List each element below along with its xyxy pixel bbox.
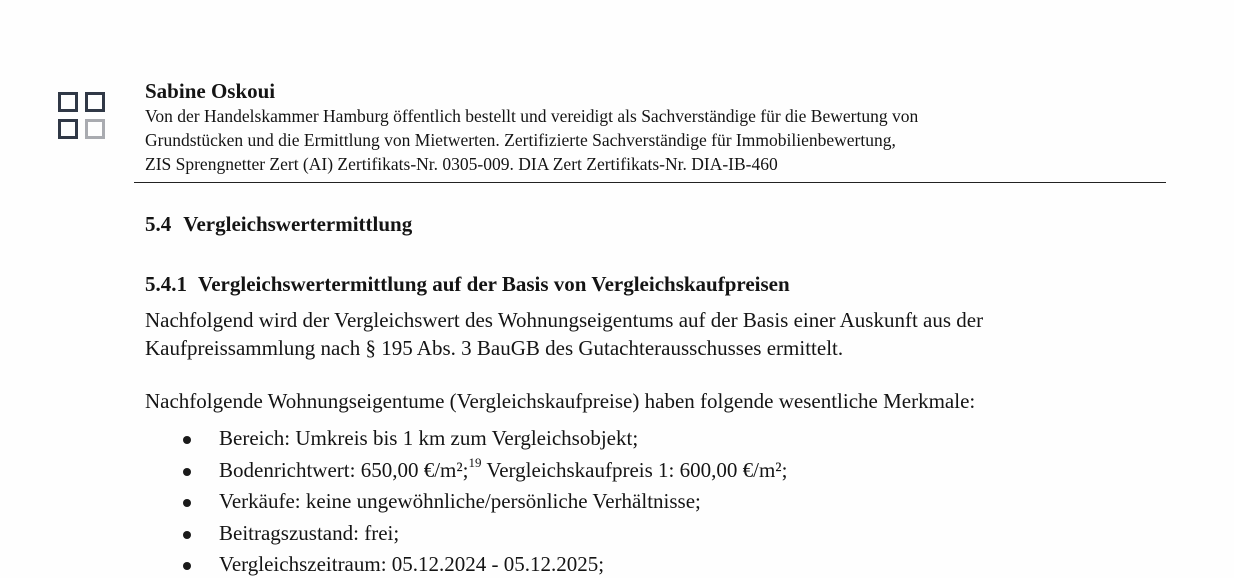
section-number: 5.4 [145,212,172,236]
company-logo [58,92,110,144]
author-description-line: ZIS Sprengnetter Zert (AI) Zertifikats-Nr. 0305-009. DIA Zert Zertifikats-Nr. DIA-IB-460 [145,154,778,174]
bullet-icon [183,562,191,570]
logo-square-top-left [58,92,78,112]
section-heading [145,211,412,237]
list-item [145,549,787,581]
list-item-text: Bereich: Umkreis bis 1 km zum Vergleichsobjekt; [219,426,639,450]
list-item [145,455,787,487]
author-description-line: Grundstücken und die Ermittlung von Mietwerten. Zertifizierte Sachverständige für Immobilienbewertung, [145,130,896,150]
list-item-text: Vergleichszeitraum: 05.12.2024 - 05.12.2025; [219,552,605,576]
features-list [145,423,787,581]
logo-square-bottom-right [85,119,105,139]
author-description-line: Von der Handelskammer Hamburg öffentlich bestellt und vereidigt als Sachverständige für die Bewertung von [145,106,919,126]
paragraph-line: Kaufpreissammlung nach § 195 Abs. 3 BauGB des Gutachterausschusses ermittelt. [145,336,844,360]
logo-square-top-right [85,92,105,112]
footnote-marker[interactable]: 19 [468,454,482,470]
subsection-number: 5.4.1 [145,272,187,296]
bullet-icon [183,531,191,539]
features-intro-paragraph: Nachfolgende Wohnungseigentume (Vergleichskaufpreise) haben folgende wesentliche Merkmale: [145,389,976,413]
paragraph-line: Nachfolgend wird der Vergleichswert des Wohnungseigentums auf der Basis einer Auskunft aus der [145,308,984,332]
bullet-icon [183,468,191,476]
author-name: Sabine Oskoui [145,79,276,103]
logo-square-bottom-left [58,119,78,139]
list-item-text: Vergleichskaufpreis 1: 600,00 €/m²; [481,457,788,482]
intro-paragraph [145,306,983,362]
subsection-title: Vergleichswertermittlung auf der Basis von Vergleichskaufpreisen [198,272,790,296]
bullet-icon [183,499,191,507]
list-item [145,518,787,550]
list-item-text: Beitragszustand: frei; [219,520,400,545]
bullet-icon [183,436,191,444]
author-description [145,104,1145,176]
list-item-text: Bodenrichtwert: 650,00 €/m²; [219,457,469,482]
list-item [145,486,787,518]
letterhead [145,78,1145,176]
list-item [145,423,787,455]
subsection-heading [145,271,790,297]
letterhead-divider [134,182,1166,183]
list-item-text: Verkäufe: keine ungewöhnliche/persönliche Verhältnisse; [219,489,701,513]
section-title: Vergleichswertermittlung [183,212,413,236]
